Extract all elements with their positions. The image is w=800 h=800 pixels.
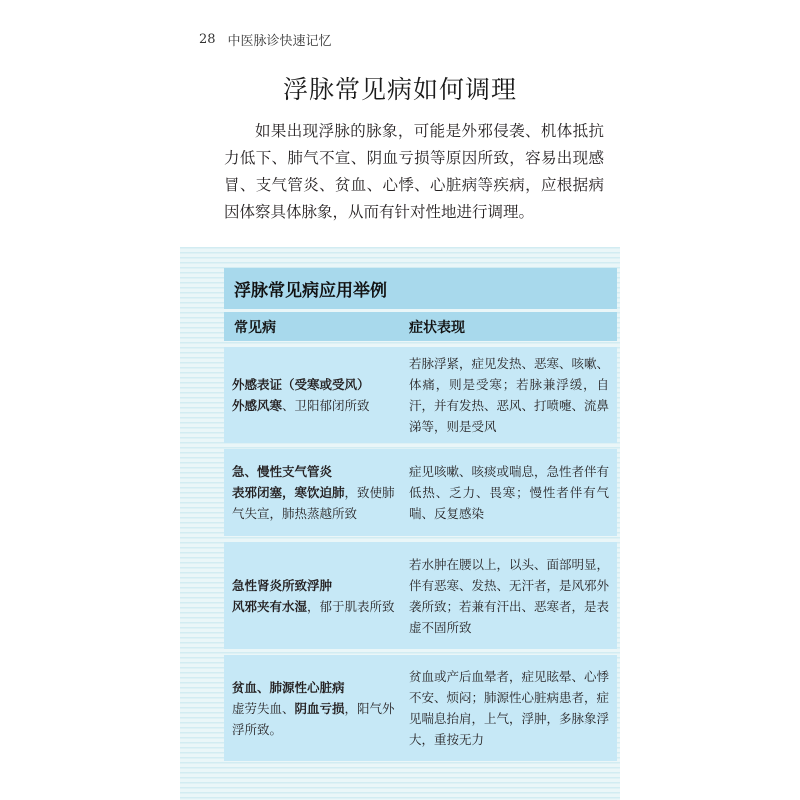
table-row xyxy=(224,449,617,536)
table-row xyxy=(224,347,617,443)
row-cause-text: ，郁于肌表所致 xyxy=(307,598,395,614)
row-disease-name: 急、慢性支气管炎 xyxy=(232,464,333,479)
intro-paragraph: 如果出现浮脉的脉象，可能是外邪侵袭、机体抵抗力低下、肺气不宣、阴血亏损等原因所致，容易出现感冒、支气管炎、贫血、心悸、心脏病等疾病，应根据病因体察具体脉象，从而有针对性地进行调理。 xyxy=(224,122,604,221)
table-header-row xyxy=(224,312,617,341)
row-disease-name: 外感表证（受寒或受风） xyxy=(232,377,370,392)
disease-table xyxy=(224,268,617,761)
section-title: 浮脉常见病如何调理 xyxy=(282,75,517,104)
row-disease-name: 急性肾炎所致浮肿 xyxy=(232,577,333,593)
book-title: 中医脉诊快速记忆 xyxy=(227,34,332,49)
row-symptoms-cell: 贫血或产后血晕者，症见眩晕、心悸不安、烦闷；肺源性心脏病患者，症见喘息抬肩，上气，浮肿，多脉象浮大，重按无力 xyxy=(409,669,610,747)
table-row xyxy=(224,542,617,649)
row-cause-cell xyxy=(224,655,401,761)
row-cause-cell xyxy=(224,347,401,443)
row-cause-cell xyxy=(224,542,401,649)
column-header-disease: 常见病 xyxy=(234,319,276,336)
row-cause-text: ，致使肺气失宣，肺热蒸越所致 xyxy=(232,485,395,521)
row-cause-text: ，阳气外浮所致。 xyxy=(232,700,395,737)
row-cause-bold: 表邪闭塞，寒饮迫肺 xyxy=(232,485,345,500)
row-cause-bold: 风邪夹有水湿 xyxy=(232,598,308,614)
page-number: 28 xyxy=(199,32,216,47)
row-cause-cell xyxy=(224,449,401,536)
row-cause-pre: 虚劳失血、 xyxy=(232,700,295,716)
row-cause-text: 、卫阳郁闭所致 xyxy=(282,398,370,413)
row-cause-bold: 外感风寒 xyxy=(232,398,283,413)
row-disease-name: 贫血、肺源性心脏病 xyxy=(232,679,345,695)
page-header xyxy=(199,30,332,49)
column-header-symptoms: 症状表现 xyxy=(409,319,465,336)
table-row xyxy=(224,655,617,761)
row-symptoms-cell: 若水肿在腰以上，以头、面部明显，伴有恶寒、发热、无汗者，是风邪外袭所致；若兼有汗出、恶寒者，是表虚不固所致 xyxy=(409,556,610,635)
table-title: 浮脉常见病应用举例 xyxy=(224,268,617,309)
row-symptoms-cell: 若脉浮紧，症见发热、恶寒、咳嗽、体痛，则是受寒；若脉兼浮缓，自汗，并有发热、恶风、打喷嚏、流鼻涕等，则是受风 xyxy=(409,356,610,434)
row-cause-bold: 阴血亏损 xyxy=(294,700,345,716)
row-symptoms-cell: 症见咳嗽、咳痰或喘息，急性者伴有低热、乏力、畏寒；慢性者伴有气喘、反复感染 xyxy=(409,464,610,521)
